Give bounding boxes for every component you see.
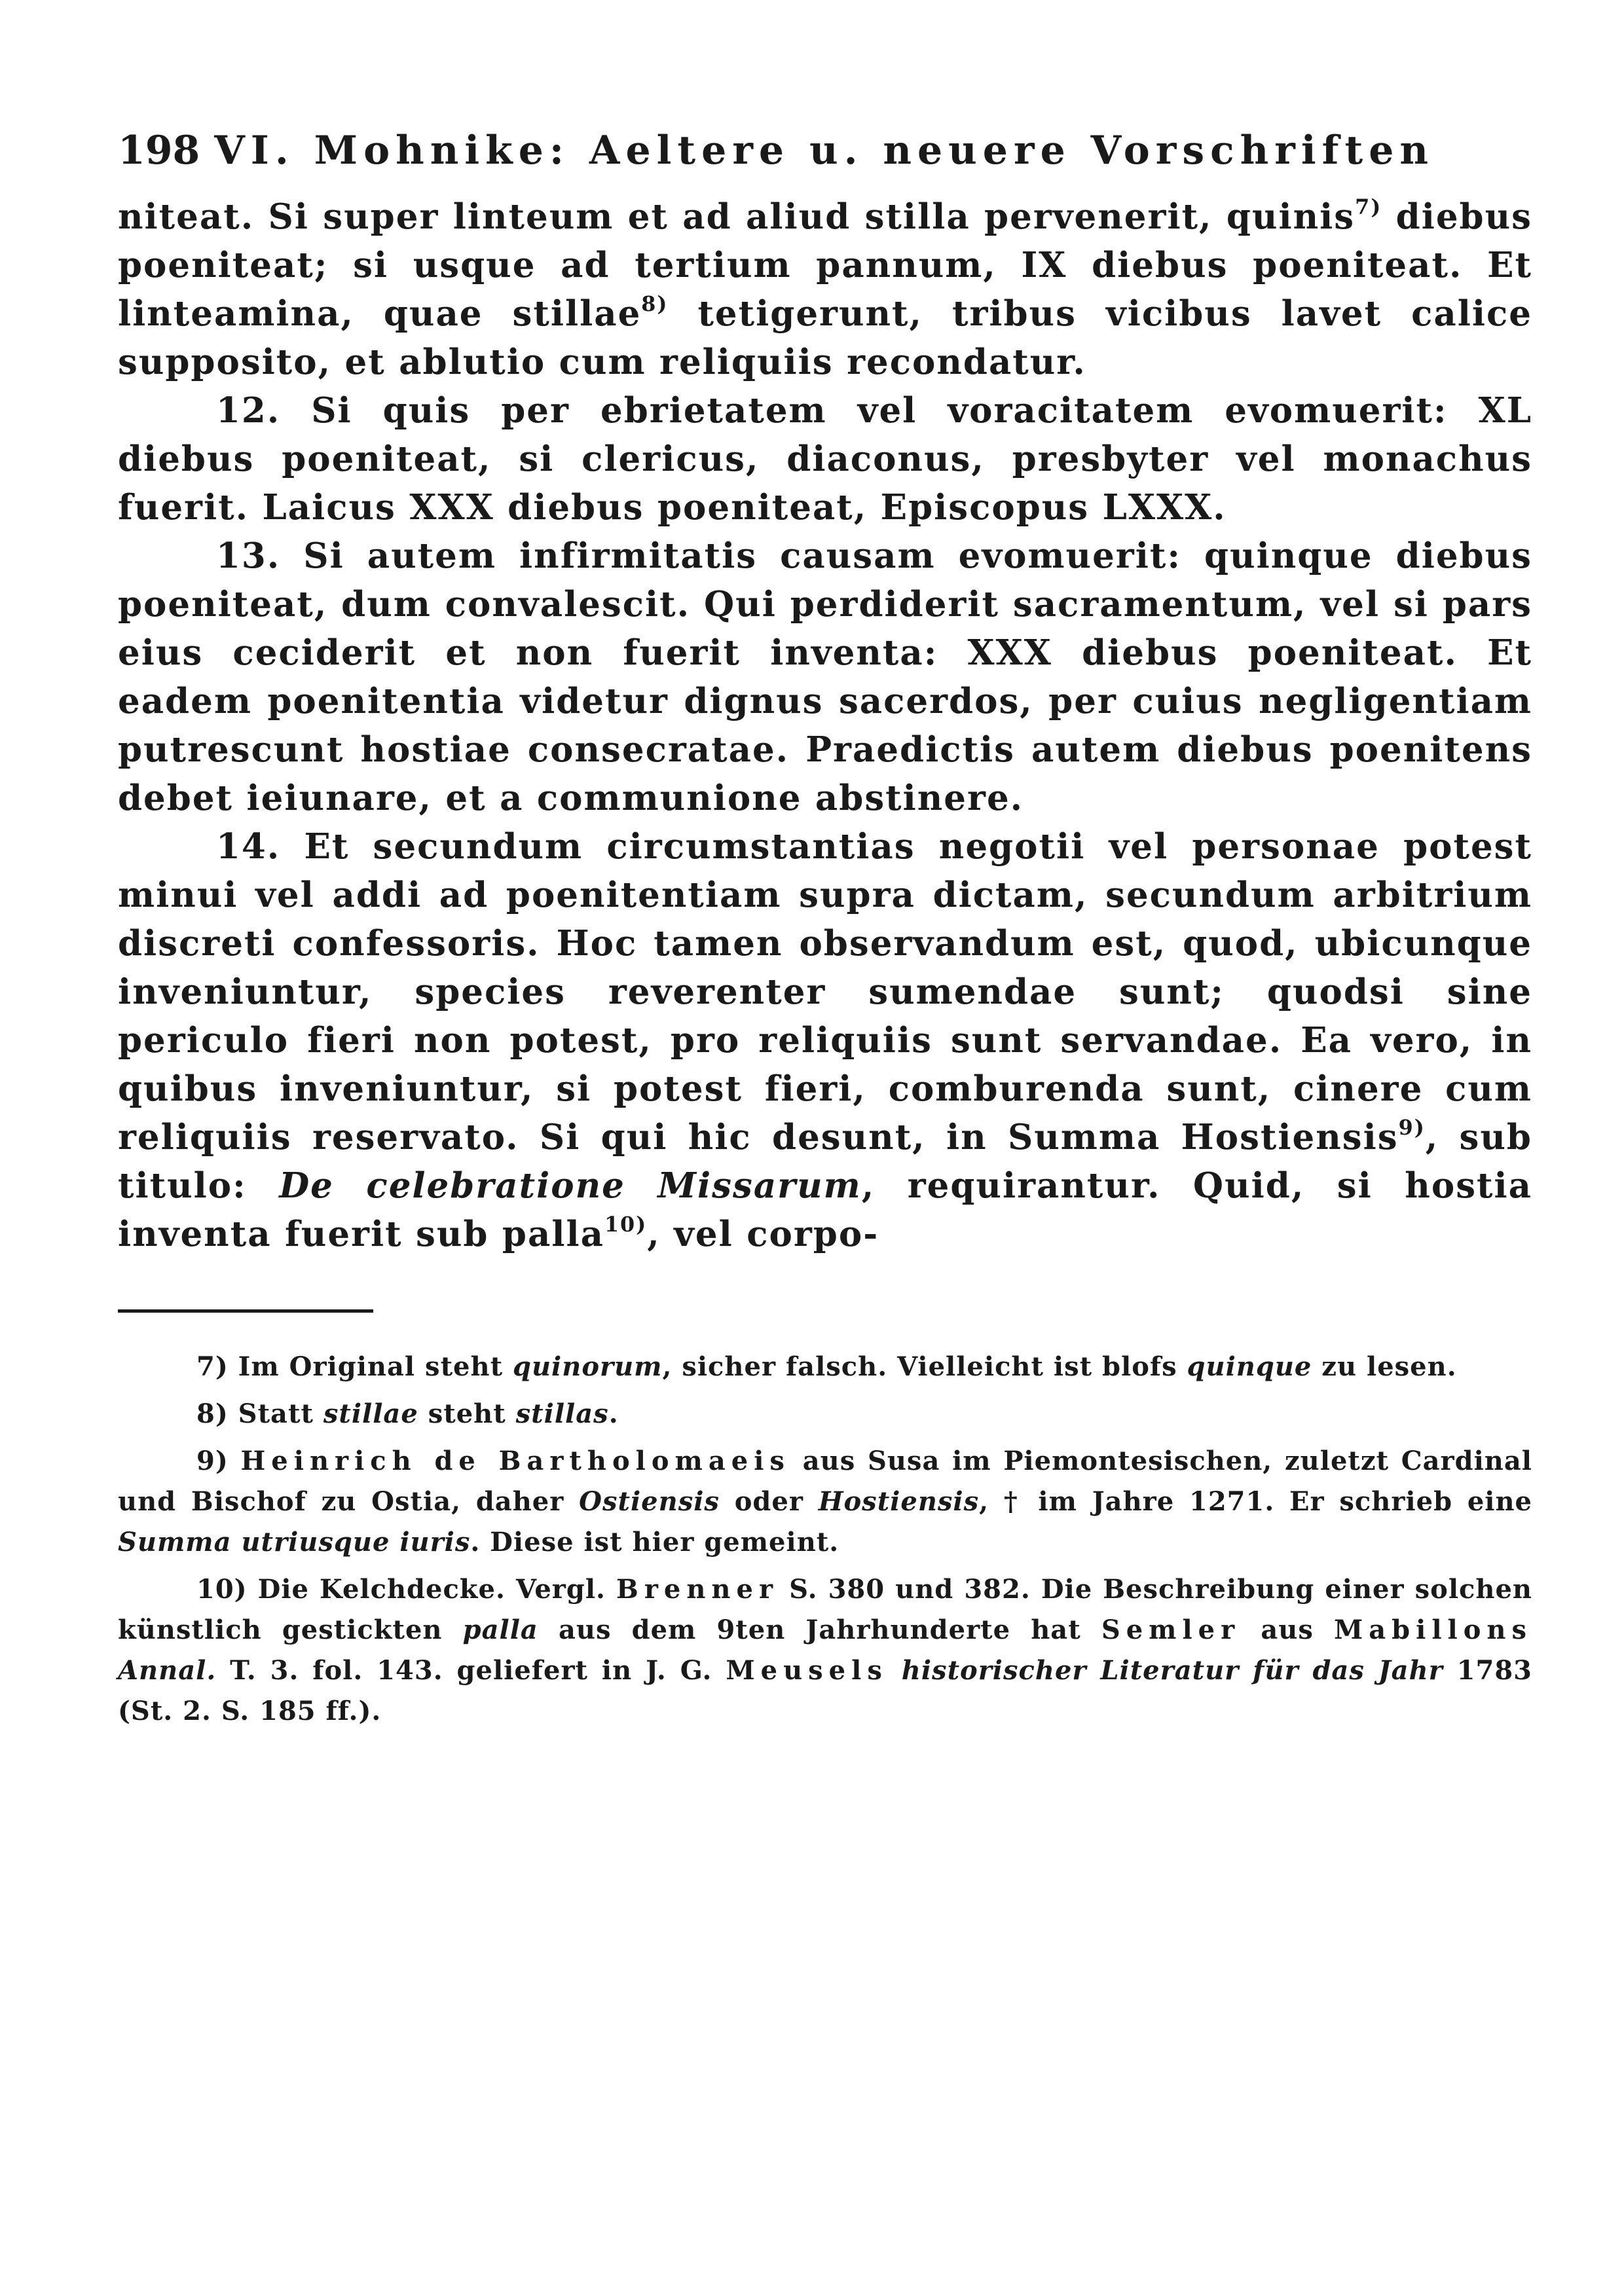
text-span: , vel corpo- — [647, 1214, 879, 1254]
italic-span: Annal. — [118, 1655, 217, 1686]
text-span: , sub titulo: — [118, 1117, 1532, 1206]
footnote-8 — [118, 1394, 1532, 1434]
italic-span: Hostiensis — [818, 1486, 980, 1517]
spaced-name: Semler — [1101, 1614, 1241, 1645]
text-span — [888, 1655, 902, 1686]
book-page — [118, 128, 1533, 1738]
footnote-7 — [118, 1347, 1532, 1387]
text-span: tetigerunt, tribus vicibus lavet calice supposito, et ablutio cum reliquiis recondatur. — [118, 293, 1532, 382]
italic-span: stillae — [323, 1398, 418, 1429]
text-span: diebus poeniteat; si usque ad tertium pannum, IX diebus poeniteat. Et linteamina, quae stillae — [118, 196, 1532, 334]
italic-span: quinque — [1187, 1351, 1312, 1382]
text-span: S. 380 und 382. Die Beschreibung einer solchen künstlich gestickten — [118, 1574, 1533, 1645]
text-span: zu lesen. — [1312, 1351, 1457, 1382]
text-span: 10) Die Kelchdecke. Vergl. — [196, 1574, 617, 1605]
text-span: . — [608, 1398, 619, 1429]
footnote-ref-9: 9) — [1398, 1115, 1426, 1140]
text-span: aus Susa im Piemontesischen, zuletzt Cardinal und Bischof zu Ostia, daher — [118, 1446, 1532, 1517]
footnote-ref-7: 7) — [1355, 194, 1382, 219]
text-span: 8) Statt — [196, 1398, 323, 1429]
text-span: 14. Et secundum circumstantias negotii vel personae potest minui vel addi ad poenitentiam supra dictam, secundum arbitrium discreti confessoris. Hoc tamen observandum est, quod, ubicunque inveniuntur, species reverenter sumendae sunt; quodsi sine periculo fieri non potest, pro reliquiis sunt servandae. Ea vero, in quibus inveniuntur, si potest fieri, comburenda sunt, cinere cum reliquiis reservato. Si qui hic desunt, in Summa Hostiensis — [118, 826, 1532, 1157]
spaced-name: Meusels — [726, 1655, 888, 1686]
text-span: 9) — [196, 1446, 241, 1476]
footnote-ref-8: 8) — [641, 291, 669, 316]
italic-span: Ostiensis — [579, 1486, 720, 1517]
footnote-10 — [118, 1569, 1532, 1732]
italic-span: palla — [462, 1614, 538, 1645]
text-span: , † im Jahre 1271. Er schrieb eine — [979, 1486, 1533, 1517]
text-span: niteat. Si super linteum et ad aliud stilla pervenerit, quinis — [118, 196, 1356, 237]
footnote-ref-10: 10) — [604, 1212, 648, 1237]
text-span: 1783 (St. 2. S. 185 ff.). — [118, 1655, 1533, 1726]
spaced-name: Brenner — [616, 1574, 779, 1605]
italic-span: quinorum — [512, 1351, 663, 1382]
italic-span: Summa utriusque iuris — [118, 1527, 471, 1558]
page-number: 198 — [118, 128, 200, 173]
paragraph-11-continued — [118, 192, 1532, 386]
text-span: aus dem 9ten Jahrhunderte hat — [538, 1614, 1101, 1645]
text-span: , requirantur. Quid, si hostia inventa fuerit sub palla — [118, 1165, 1532, 1254]
footnotes — [118, 1347, 1532, 1732]
spaced-name: Mabillons — [1333, 1614, 1532, 1645]
paragraph-12: 12. Si quis per ebrietatem vel voracitatem evomuerit: XL diebus poeniteat, si clericus, diaconus, presbyter vel monachus fuerit. Laicus XXX diebus poeniteat, Episcopus LXXX. — [118, 390, 1532, 528]
spaced-name: Heinrich de Bartholomaeis — [240, 1446, 790, 1476]
text-span: steht — [418, 1398, 516, 1429]
text-span: T. 3. fol. 143. geliefert in J. G. — [216, 1655, 726, 1686]
text-span: , sicher falsch. Vielleicht ist blofs — [662, 1351, 1187, 1382]
paragraph-14 — [118, 822, 1532, 1258]
text-span: 7) Im Original steht — [196, 1351, 513, 1382]
main-text — [118, 192, 1532, 1258]
running-title: VI. Mohnike: Aeltere u. neuere Vorschriften — [214, 128, 1434, 173]
italic-span: historischer Literatur für das Jahr — [901, 1655, 1443, 1686]
italic-span: stillas — [515, 1398, 609, 1429]
text-span: oder — [719, 1486, 819, 1517]
running-head — [118, 128, 1532, 173]
footnote-9 — [118, 1441, 1532, 1563]
text-span: aus — [1240, 1614, 1334, 1645]
text-span: . Diese ist hier gemeint. — [470, 1527, 840, 1558]
italic-title: De celebratione Missarum — [279, 1165, 862, 1206]
footnote-rule — [118, 1309, 373, 1313]
paragraph-13: 13. Si autem infirmitatis causam evomuerit: quinque diebus poeniteat, dum convalescit. Qui perdiderit sacramentum, vel si pars eius ceciderit et non fuerit inventa: XXX diebus poeniteat. Et eadem poenitentia videtur dignus sacerdos, per cuius negligentiam putrescunt hostiae consecratae. Praedictis autem diebus poenitens debet ieiunare, et a communione abstinere. — [118, 536, 1532, 818]
